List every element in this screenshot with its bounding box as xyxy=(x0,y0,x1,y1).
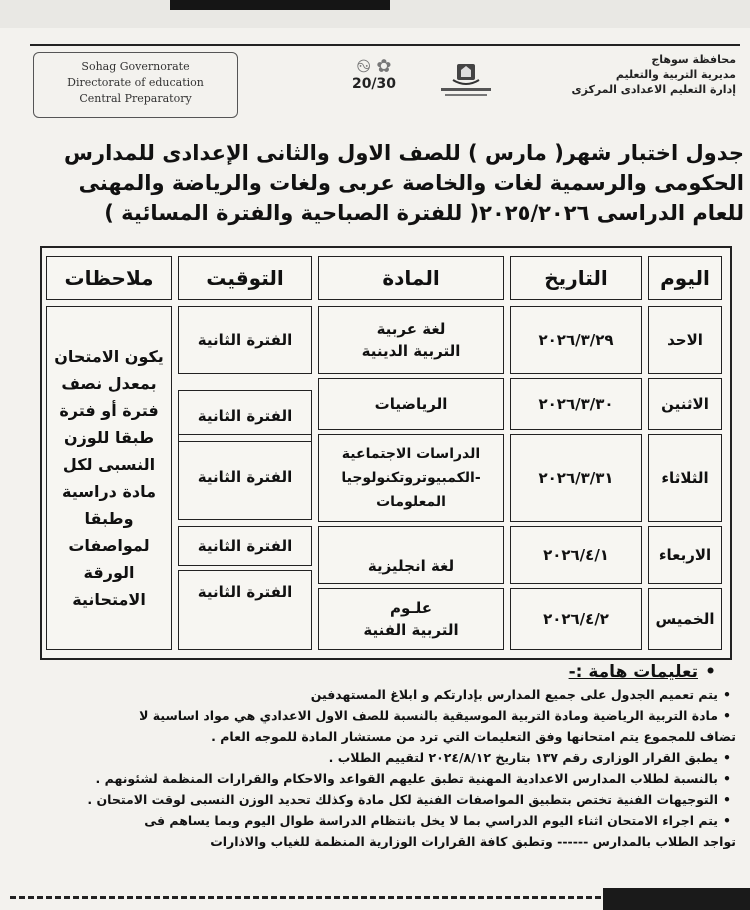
instructions-section xyxy=(6,662,736,852)
english-header-box xyxy=(33,52,238,118)
notes-cell xyxy=(46,306,172,650)
row-4-day: الاربعاء xyxy=(648,526,722,584)
header-ar-line-2: مديرية التربية والتعليم xyxy=(615,68,736,81)
arabic-header xyxy=(516,52,736,97)
row-5-subject-line-1: علـوم xyxy=(390,599,432,617)
header-ar-line-1: محافظة سوهاج xyxy=(651,53,736,66)
note-line-8: لمواصفات xyxy=(68,536,150,555)
bottom-photo-edge xyxy=(603,888,750,910)
instructions-title: •تعليمات هامة :- xyxy=(568,662,716,682)
instruction-2: •مادة التربية الرياضية ومادة التربية الموسيقية بالنسبة للصف الاول الاعدادي هي مواد اساسية لا xyxy=(139,708,731,723)
note-line-1: يكون الامتحان xyxy=(54,347,164,366)
note-line-5: النسبى لكل xyxy=(62,455,156,474)
header-rule xyxy=(30,44,740,46)
title-line-2: الحكومى والرسمية لغات والخاصة عربى ولغات والرياضة والمهنى xyxy=(78,171,744,195)
instruction-6: •يتم اجراء الامتحان اثناء اليوم الدراسي بما لا يخل بانتظام الدراسة طوال اليوم وبما يساهم فى xyxy=(144,813,731,828)
note-line-10: الامتحانية xyxy=(72,590,146,609)
header-day: اليوم xyxy=(648,256,722,300)
row-2-timing: الفترة الثانية xyxy=(178,390,312,442)
row-4-subject-line-1: لغة انجليزية xyxy=(367,557,455,575)
note-line-4: طبقا للوزن xyxy=(63,428,155,447)
header-subject: المادة xyxy=(318,256,504,300)
ministry-logo xyxy=(435,60,497,104)
row-1-date: ٢٠٢٦/٣/٢٩ xyxy=(510,306,642,374)
instructions-title-text: تعليمات هامة :- xyxy=(568,662,698,682)
header-notes: ملاحظات xyxy=(46,256,172,300)
bottom-dashed-rule xyxy=(10,896,610,899)
vision-2030-logo: ࿊ ✿ 20/30 xyxy=(342,58,406,102)
row-2-day: الاثنين xyxy=(648,378,722,430)
note-line-3: فترة أو فترة xyxy=(59,401,159,420)
top-photo-edge xyxy=(0,0,750,28)
row-4-timing: الفترة الثانية xyxy=(178,526,312,566)
instruction-4-text: بالنسبة لطلاب المدارس الاعدادية المهنية تطبق عليهم القواعد والاحكام والقرارات المنظمة لشئونهم . xyxy=(95,771,718,786)
instruction-3: •يطبق القرار الوزارى رقم ١٣٧ بتاريخ ٢٠٢٤/٨/١٢ لتقييم الطلاب . xyxy=(328,750,731,765)
instruction-2-text: مادة التربية الرياضية ومادة التربية الموسيقية بالنسبة للصف الاول الاعدادي هي مواد اساسية لا xyxy=(139,708,718,723)
title-line-3: للعام الدراسى ٢٠٢٥/٢٠٢٦( للفترة الصباحية والفترة المسائية ) xyxy=(104,201,744,225)
header-en-line-2: Directorate of education xyxy=(67,76,204,89)
header-en-line-1: Sohag Governorate xyxy=(81,60,190,73)
instruction-2-cont-text: تضاف للمجموع يتم امتحانها وفق التعليمات التي ترد من مستشار المادة للموجه العام . xyxy=(211,729,736,744)
instruction-1: •يتم تعميم الجدول على جميع المدارس بإدارتكم و ابلاغ المستهدفين xyxy=(310,687,731,702)
note-line-7: وطبقا xyxy=(84,509,134,528)
instruction-3-text: يطبق القرار الوزارى رقم ١٣٧ بتاريخ ٢٠٢٤/٨/١٢ لتقييم الطلاب . xyxy=(328,750,718,765)
instruction-2-cont xyxy=(6,726,736,747)
header-date: التاريخ xyxy=(510,256,642,300)
row-3-subject xyxy=(318,434,504,522)
row-5-subject-line-2: التربية الفنية xyxy=(363,621,459,639)
row-3-day: الثلاثاء xyxy=(648,434,722,522)
page-title xyxy=(4,138,744,228)
instruction-6-cont xyxy=(6,831,736,852)
instruction-4: •بالنسبة لطلاب المدارس الاعدادية المهنية تطبق عليهم القواعد والاحكام والقرارات المنظمة لشئونهم . xyxy=(95,771,731,786)
row-4-date: ٢٠٢٦/٤/١ xyxy=(510,526,642,584)
row-1-timing: الفترة الثانية xyxy=(178,306,312,374)
instruction-6-cont-text: تواجد الطلاب بالمدارس ------ وتطبق كافة القرارات الوزارية المنظمة للغياب والاذارات xyxy=(210,834,736,849)
instruction-5: •التوجيهات الفنية تختص بتطبيق المواصفات الفنية لكل مادة وكذلك تحديد الوزن النسبى لوقت الامتحان . xyxy=(87,792,731,807)
row-2-date: ٢٠٢٦/٣/٣٠ xyxy=(510,378,642,430)
row-3-subject-line-3: المعلومات xyxy=(376,494,446,510)
row-3-subject-line-1: الدراسات الاجتماعية xyxy=(341,446,481,462)
row-1-subject-line-1: لغة عربية xyxy=(376,320,446,338)
instruction-1-text: يتم تعميم الجدول على جميع المدارس بإدارتكم و ابلاغ المستهدفين xyxy=(310,687,718,702)
note-line-2: بمعدل نصف xyxy=(61,374,157,393)
row-3-date: ٢٠٢٦/٣/٣١ xyxy=(510,434,642,522)
note-line-6: مادة دراسية xyxy=(62,482,157,501)
row-1-subject xyxy=(318,306,504,374)
header-en-line-3: Central Preparatory xyxy=(79,92,192,105)
title-line-1: جدول اختبار شهر( مارس ) للصف الاول والثانى الإعدادى للمدارس xyxy=(64,141,744,165)
note-line-9: الورقة xyxy=(83,563,135,582)
header-ar-line-3: إدارة التعليم الاعدادى المركزى xyxy=(571,83,736,96)
vision-2030-text: 20/30 xyxy=(351,76,397,92)
row-5-timing: الفترة الثانية xyxy=(178,570,312,650)
instruction-5-text: التوجيهات الفنية تختص بتطبيق المواصفات الفنية لكل مادة وكذلك تحديد الوزن النسبى لوقت الامتحان . xyxy=(87,792,718,807)
row-2-subject-line-1: الرياضيات xyxy=(374,395,448,413)
row-5-subject xyxy=(318,588,504,650)
row-4-subject xyxy=(318,526,504,584)
row-5-date: ٢٠٢٦/٤/٢ xyxy=(510,588,642,650)
row-3-timing: الفترة الثانية xyxy=(178,434,312,520)
exam-schedule-table xyxy=(40,246,732,660)
row-2-subject xyxy=(318,378,504,430)
row-1-subject-line-2: التربية الدينية xyxy=(361,342,461,360)
instruction-6-text: يتم اجراء الامتحان اثناء اليوم الدراسي بما لا يخل بانتظام الدراسة طوال اليوم وبما يساهم فى xyxy=(144,813,718,828)
row-3-subject-line-2: -الكمبيوتروتكنولوجيا xyxy=(341,470,481,486)
row-5-day: الخميس xyxy=(648,588,722,650)
header-timing: التوقيت xyxy=(178,256,312,300)
row-1-day: الاحد xyxy=(648,306,722,374)
